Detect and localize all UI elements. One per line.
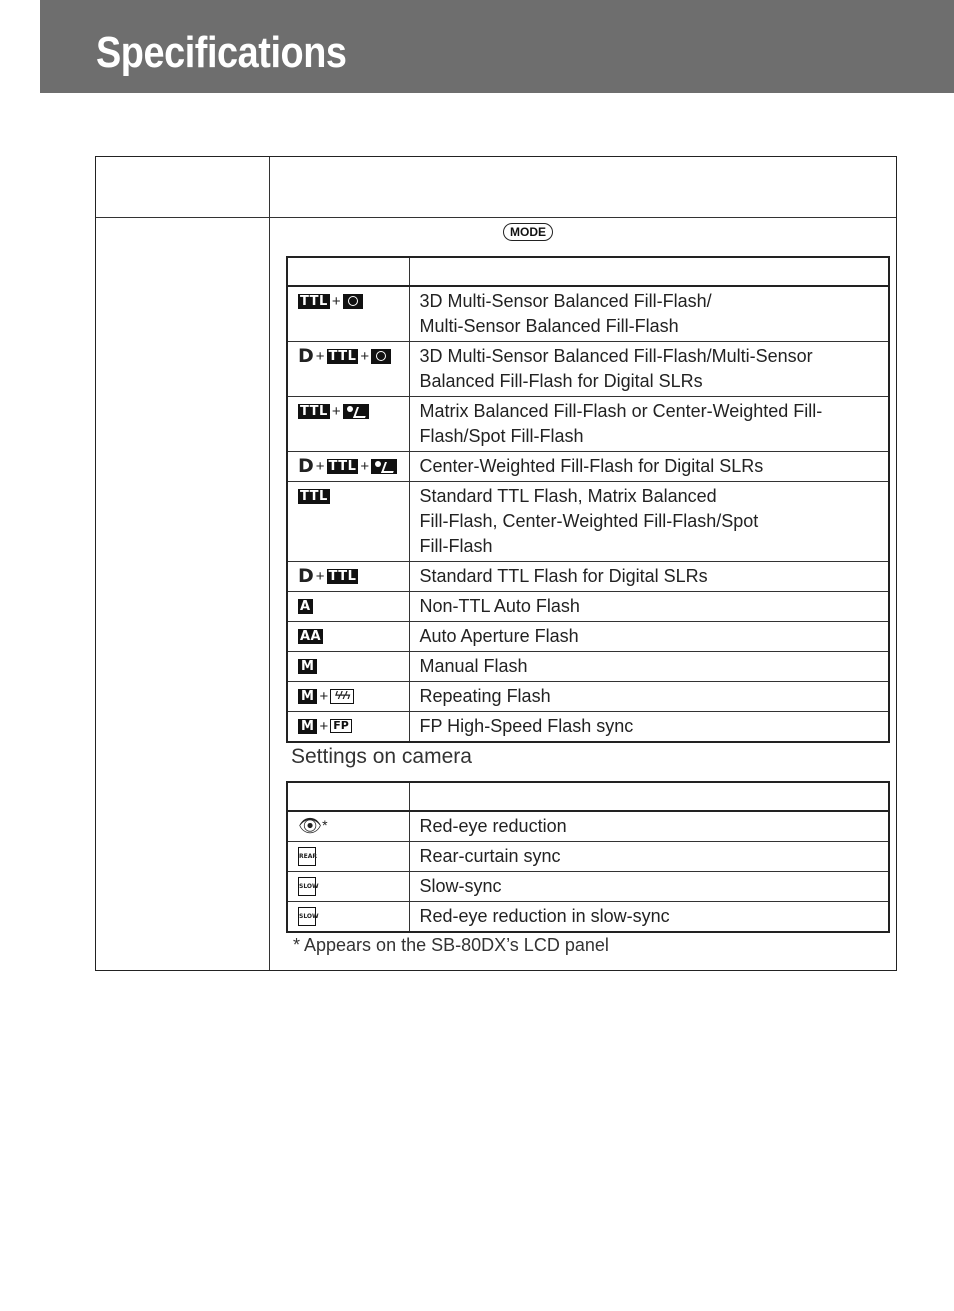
sensor-icon: [371, 349, 391, 364]
header-bar: [40, 0, 954, 93]
table-row: [287, 562, 889, 592]
table-row: [287, 397, 889, 452]
mode-description: Standard TTL Flash for Digital SLRs: [409, 562, 889, 592]
mode-symbol-cell: [287, 452, 409, 482]
M-icon: M: [298, 719, 317, 734]
camera-modes-table: [286, 781, 890, 933]
row-divider: [96, 217, 896, 218]
plus-sign: +: [331, 402, 341, 420]
plus-sign: +: [315, 347, 325, 365]
plus-sign: +: [360, 347, 370, 365]
camera-mode-description: Slow-sync: [409, 872, 889, 902]
mode-description: FP High-Speed Flash sync: [409, 712, 889, 743]
plus-sign: +: [331, 292, 341, 310]
footnote-star: *: [322, 817, 328, 833]
A-icon: A: [300, 598, 311, 614]
TTL-icon: TTL: [300, 403, 328, 419]
mode-description: Auto Aperture Flash: [409, 622, 889, 652]
mode-symbol-cell: [287, 397, 409, 452]
mode-description: Standard TTL Flash, Matrix Balanced Fill-Flash, Center-Weighted Fill-Flash/Spot Fill-Flash: [409, 482, 889, 562]
mode-button-icon: MODE: [503, 223, 553, 241]
M-icon: M: [298, 659, 317, 674]
table-row: [287, 286, 889, 342]
table-row: [287, 452, 889, 482]
mode-symbol-cell: [287, 622, 409, 652]
camera-mode-description: Red-eye reduction: [409, 811, 889, 842]
plus-sign: +: [360, 457, 370, 475]
table-row: [287, 592, 889, 622]
camera-mode-description: Rear-curtain sync: [409, 842, 889, 872]
red-eye-slow-icon: SLOW: [298, 907, 316, 926]
table-row: [287, 872, 889, 902]
sensor-icon: [343, 294, 363, 309]
red-eye-icon: 👁: [298, 815, 323, 837]
column-divider: [269, 157, 270, 970]
mode-description: Center-Weighted Fill-Flash for Digital SLRs: [409, 452, 889, 482]
mode-symbol-cell: [287, 592, 409, 622]
camera-symbol-cell: [287, 811, 409, 842]
rear-sync-icon: REAR: [298, 847, 316, 866]
mode-description: 3D Multi-Sensor Balanced Fill-Flash/Multi-Sensor Balanced Fill-Flash for Digital SLRs: [409, 342, 889, 397]
table-row: [287, 652, 889, 682]
mode-symbol-cell: [287, 652, 409, 682]
slow-sync-icon: SLOW: [298, 877, 316, 896]
FP-icon: FP: [330, 719, 352, 733]
table-header-row: [287, 257, 889, 286]
camera-symbol-cell: [287, 872, 409, 902]
table-row: [287, 902, 889, 933]
mode-description: Matrix Balanced Fill-Flash or Center-Weighted Fill-Flash/Spot Fill-Flash: [409, 397, 889, 452]
camera-symbol-cell: [287, 842, 409, 872]
plus-sign: +: [315, 567, 325, 585]
table-row: [287, 482, 889, 562]
mode-description: Non-TTL Auto Flash: [409, 592, 889, 622]
mode-symbol-cell: [287, 482, 409, 562]
plus-sign: +: [315, 457, 325, 475]
table-row: [287, 842, 889, 872]
mode-symbol-cell: [287, 342, 409, 397]
repeating-icon: ϟϟϟ: [330, 689, 354, 704]
table-row: [287, 712, 889, 743]
TTL-icon: TTL: [300, 293, 328, 309]
table-header-row: [287, 782, 889, 811]
plus-sign: +: [319, 687, 329, 705]
table-row: [287, 342, 889, 397]
camera-mode-description: Red-eye reduction in slow-sync: [409, 902, 889, 933]
D-icon: D: [298, 344, 314, 367]
TTL-icon: TTL: [328, 458, 357, 474]
mode-description: Manual Flash: [409, 652, 889, 682]
table-row: [287, 811, 889, 842]
TTL-icon: TTL: [328, 568, 357, 584]
camera-symbol-cell: [287, 902, 409, 933]
table-row: [287, 682, 889, 712]
mode-symbol-cell: [287, 712, 409, 743]
matrix-icon: [371, 459, 397, 474]
camera-settings-heading: Settings on camera: [291, 745, 472, 768]
lcd-modes-table: [286, 256, 890, 743]
AA-icon: AA: [300, 628, 322, 644]
table-row: [287, 622, 889, 652]
M-icon: M: [298, 689, 317, 704]
footnote: * Appears on the SB-80DX’s LCD panel: [293, 935, 609, 955]
mode-symbol-cell: [287, 562, 409, 592]
D-icon: D: [298, 564, 314, 587]
plus-sign: +: [319, 717, 329, 735]
spec-table: [95, 156, 897, 971]
mode-symbol-cell: [287, 682, 409, 712]
matrix-icon: [343, 404, 369, 419]
D-icon: D: [298, 454, 314, 477]
mode-description: Repeating Flash: [409, 682, 889, 712]
mode-symbol-cell: [287, 286, 409, 342]
mode-description: 3D Multi-Sensor Balanced Fill-Flash/ Multi-Sensor Balanced Fill-Flash: [409, 286, 889, 342]
TTL-icon: TTL: [300, 488, 328, 504]
page-title: Specifications: [96, 28, 347, 77]
TTL-icon: TTL: [328, 348, 357, 364]
